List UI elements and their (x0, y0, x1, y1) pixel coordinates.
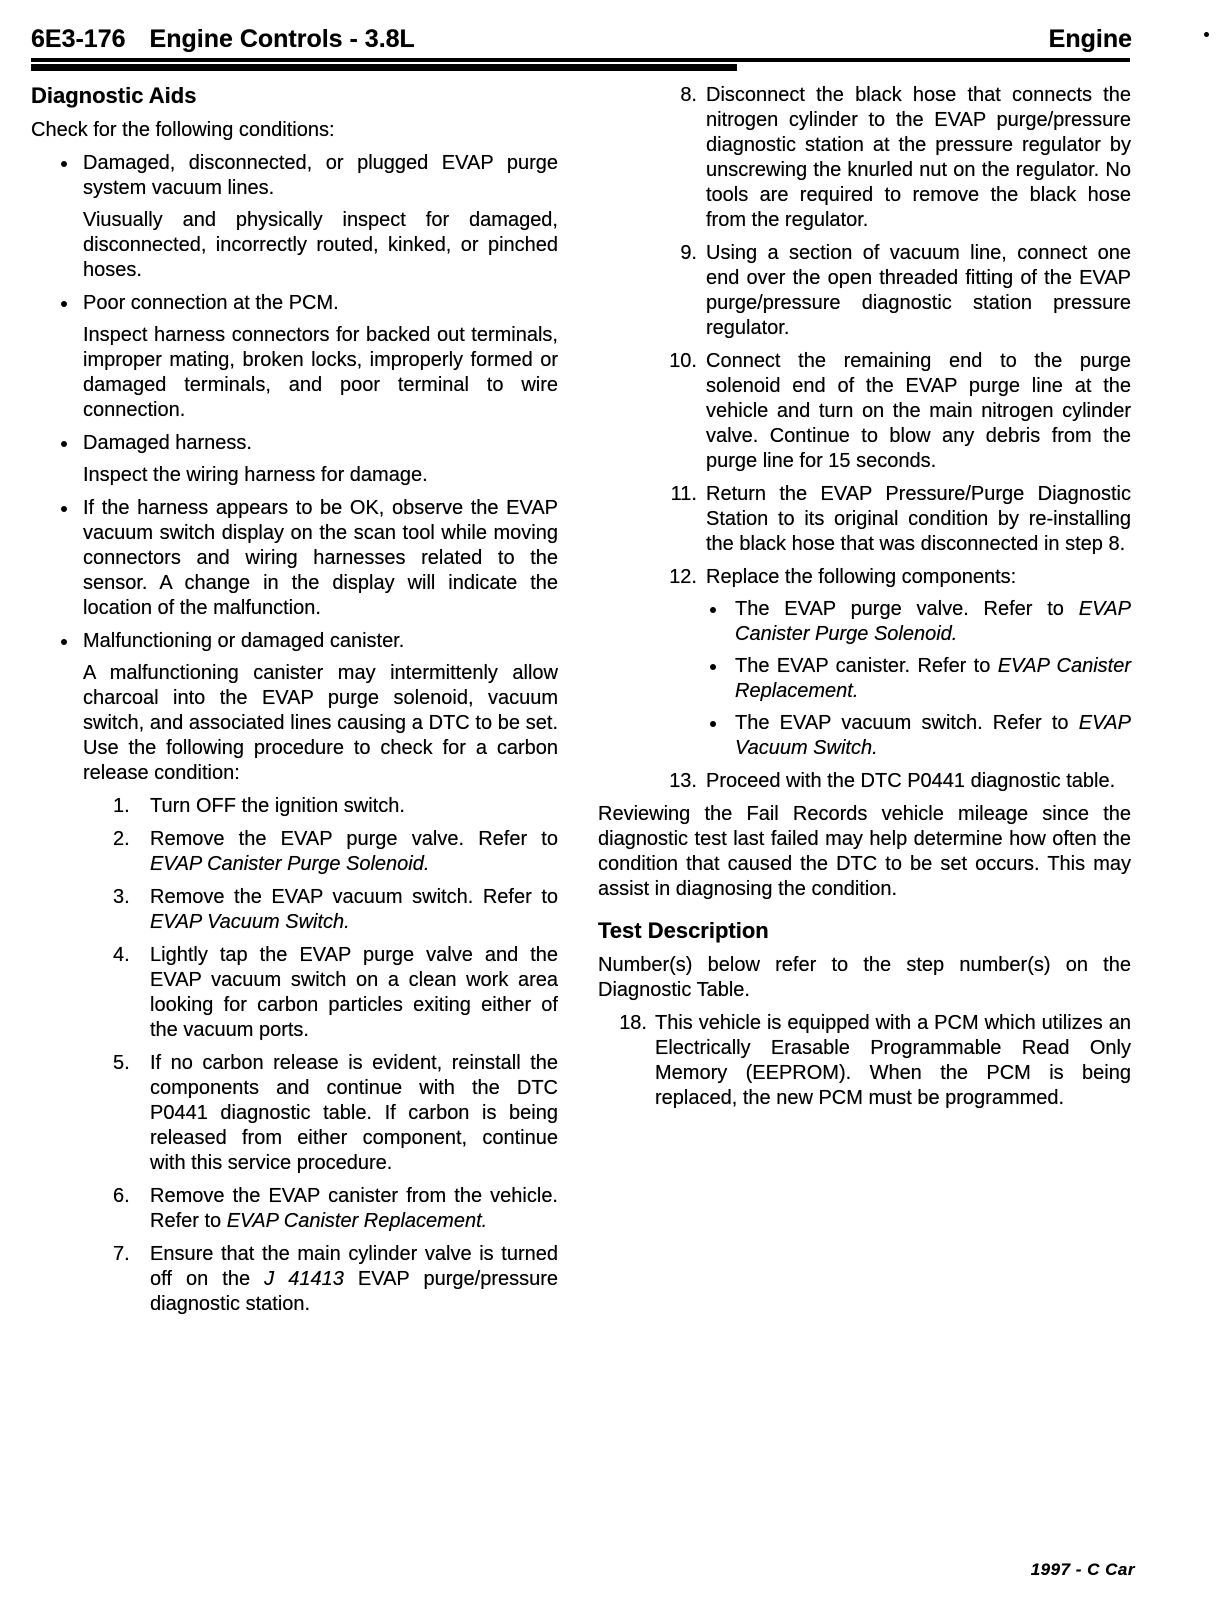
step-number: 2. (113, 828, 130, 850)
header-rule-thick (31, 64, 737, 71)
numbered-step (598, 241, 1131, 341)
numbered-step (31, 885, 558, 935)
step-body (706, 349, 1131, 474)
test-description-heading: Test Description (598, 918, 769, 943)
step-number: 18. (619, 1012, 647, 1034)
step-body (150, 1051, 558, 1176)
step-number: 6. (113, 1185, 130, 1207)
bullet-item (31, 291, 558, 423)
italic-reference: EVAP Canister Purge Solenoid. (150, 853, 430, 875)
sub-bullet-item (706, 654, 1131, 704)
sub-bullet-text: The EVAP vacuum switch. Refer to EVAP Vacuum Switch. (735, 712, 1131, 759)
step-text: Remove the EVAP canister from the vehicle. Refer to EVAP Canister Replacement. (150, 1185, 558, 1232)
step-body (706, 565, 1131, 761)
step-text: Turn OFF the ignition switch. (150, 795, 405, 817)
header-title: Engine Controls - 3.8L (149, 25, 415, 53)
bullet-item (31, 496, 558, 621)
step-number: 8. (680, 84, 697, 106)
step-body (150, 1242, 558, 1317)
bullet-icon (61, 639, 67, 645)
step-body (150, 1184, 558, 1234)
two-column-body (0, 71, 1232, 1325)
numbered-step (31, 827, 558, 877)
bullet-lead-text: Damaged harness. (83, 432, 252, 454)
condition-bullet-list (31, 151, 558, 786)
step-text: Ensure that the main cylinder valve is turned off on the J 41413 EVAP purge/pressure diagnostic station. (150, 1243, 559, 1315)
sub-bullet-body (735, 597, 1131, 647)
step-body (706, 769, 1131, 794)
scan-artifact-dot (1204, 32, 1209, 37)
italic-reference: EVAP Vacuum Switch. (150, 911, 350, 933)
bullet-lead-text: Damaged, disconnected, or plugged EVAP purge system vacuum lines. (83, 152, 558, 199)
numbered-step (598, 769, 1131, 794)
step-body (150, 943, 558, 1043)
bullet-body (83, 496, 558, 621)
bullet-detail-text: A malfunctioning canister may intermittenly allow charcoal into the EVAP purge solenoid, vacuum switch, and associated lines causing a DTC to be set. Use the following procedure to check for a carbon release condition: (83, 662, 558, 784)
numbered-step (598, 482, 1131, 557)
bullet-lead-text: Malfunctioning or damaged canister. (83, 630, 405, 652)
step-number: 7. (113, 1243, 130, 1265)
step-number: 9. (680, 242, 697, 264)
bullet-item (31, 431, 558, 488)
bullet-item (31, 629, 558, 786)
sub-bullet-body (735, 711, 1131, 761)
bullet-body (83, 431, 558, 488)
numbered-step (598, 565, 1131, 761)
numbered-step (31, 1242, 558, 1317)
diagnostic-aids-heading: Diagnostic Aids (31, 83, 197, 108)
numbered-step (598, 349, 1131, 474)
header-section-label: Engine (1048, 25, 1132, 53)
procedure-steps-8-13 (598, 83, 1131, 794)
bullet-lead-text: Poor connection at the PCM. (83, 292, 339, 314)
step-body (150, 827, 558, 877)
bullet-body (83, 151, 558, 283)
step-text: Disconnect the black hose that connects the nitrogen cylinder to the EVAP purge/pressure diagnostic station at the pressure regulator by unscrewing the knurled nut on the regulator. No tools are required to remove the black hose from the regulator. (706, 84, 1131, 231)
step-number: 1. (113, 795, 130, 817)
step-number: 13. (669, 770, 697, 792)
bullet-icon (710, 607, 716, 613)
step-body (706, 83, 1131, 233)
bullet-body (83, 291, 558, 423)
numbered-step (31, 1051, 558, 1176)
page-header (0, 0, 1232, 53)
bullet-icon (61, 441, 67, 447)
step-text: Remove the EVAP purge valve. Refer to EVAP Canister Purge Solenoid. (150, 828, 558, 875)
numbered-step (598, 83, 1131, 233)
bullet-item (31, 151, 558, 283)
step-body (706, 482, 1131, 557)
step-body (706, 241, 1131, 341)
bullet-detail-text: Inspect the wiring harness for damage. (83, 464, 428, 486)
numbered-step (31, 794, 558, 819)
step-number: 10. (669, 350, 697, 372)
bullet-body (83, 629, 558, 786)
step-text: If no carbon release is evident, reinstall the components and continue with the DTC P0441 diagnostic table. If carbon is being released from either component, continue with this service procedure. (150, 1052, 558, 1174)
step-text: Connect the remaining end to the purge solenoid end of the EVAP purge line at the vehicle and turn on the main nitrogen cylinder valve. Continue to blow any debris from the purge line for 15 seconds. (706, 350, 1131, 472)
bullet-icon (61, 506, 67, 512)
fail-records-paragraph: Reviewing the Fail Records vehicle mileage since the diagnostic test last failed may help determine how often the condition that caused the DTC to be set occurs. This may assist in diagnosing the condition. (598, 803, 1131, 900)
step-body (150, 885, 558, 935)
bullet-lead-text: If the harness appears to be OK, observe the EVAP vacuum switch display on the scan tool while moving connectors and wiring harnesses related to the sensor. A change in the display will indicate the location of the malfunction. (83, 497, 558, 619)
header-left (31, 25, 415, 53)
sub-bullet-item (706, 711, 1131, 761)
step-body (150, 794, 558, 819)
step-text: Proceed with the DTC P0441 diagnostic table. (706, 770, 1116, 792)
page-footer (1031, 1560, 1135, 1580)
step-number: 5. (113, 1052, 130, 1074)
step-number: 4. (113, 944, 130, 966)
numbered-step (31, 1184, 558, 1234)
sub-bullet-item (706, 597, 1131, 647)
test-description-steps (598, 1011, 1131, 1111)
italic-reference: EVAP Canister Purge Solenoid. (735, 598, 1131, 645)
bullet-icon (710, 721, 716, 727)
numbered-step (31, 943, 558, 1043)
bullet-detail-text: Viusually and physically inspect for damaged, disconnected, incorrectly routed, kinked, or pinched hoses. (83, 209, 558, 281)
numbered-step (598, 1011, 1131, 1111)
step-text: Lightly tap the EVAP purge valve and the EVAP vacuum switch on a clean work area looking for carbon particles exiting either of the vacuum ports. (150, 944, 558, 1041)
page-number: 6E3-176 (31, 25, 126, 53)
step-text: Using a section of vacuum line, connect one end over the open threaded fitting of the EVAP purge/pressure diagnostic station pressure regulator. (706, 242, 1131, 339)
sub-bullet-text: The EVAP canister. Refer to EVAP Canister Replacement. (735, 655, 1132, 702)
italic-reference: EVAP Canister Replacement. (735, 655, 1132, 702)
italic-reference: EVAP Canister Replacement. (226, 1210, 488, 1232)
left-column (31, 83, 558, 1325)
header-rule-thin (31, 58, 1130, 62)
bullet-icon (710, 664, 716, 670)
right-column (598, 83, 1131, 1325)
step-text: Replace the following components: (706, 566, 1017, 588)
step-text: Remove the EVAP vacuum switch. Refer to EVAP Vacuum Switch. (150, 886, 558, 933)
step-text: This vehicle is equipped with a PCM which utilizes an Electrically Erasable Programmable Read Only Memory (EEPROM). When the PCM is being replaced, the new PCM must be programmed. (655, 1012, 1131, 1109)
bullet-icon (61, 301, 67, 307)
step-number: 11. (670, 483, 697, 505)
bullet-icon (61, 161, 67, 167)
procedure-steps-1-7 (31, 794, 558, 1317)
diagnostic-aids-intro: Check for the following conditions: (31, 119, 335, 141)
footer-text: 1997 - C Car (1030, 1560, 1135, 1579)
test-description-intro: Number(s) below refer to the step number(s) on the Diagnostic Table. (598, 954, 1131, 1001)
sub-bullet-body (735, 654, 1131, 704)
step-number: 12. (669, 566, 697, 588)
step-body (655, 1011, 1131, 1111)
sub-bullet-text: The EVAP purge valve. Refer to EVAP Canister Purge Solenoid. (735, 598, 1131, 645)
step-number: 3. (113, 886, 130, 908)
step-text: Return the EVAP Pressure/Purge Diagnostic Station to its original condition by re-installing the black hose that was disconnected in step 8. (706, 483, 1131, 555)
italic-reference: J 41413 (264, 1268, 344, 1290)
bullet-detail-text: Inspect harness connectors for backed out terminals, improper mating, broken locks, improperly formed or damaged terminals, and poor terminal to wire connection. (83, 324, 558, 421)
italic-reference: EVAP Vacuum Switch. (735, 712, 1131, 759)
